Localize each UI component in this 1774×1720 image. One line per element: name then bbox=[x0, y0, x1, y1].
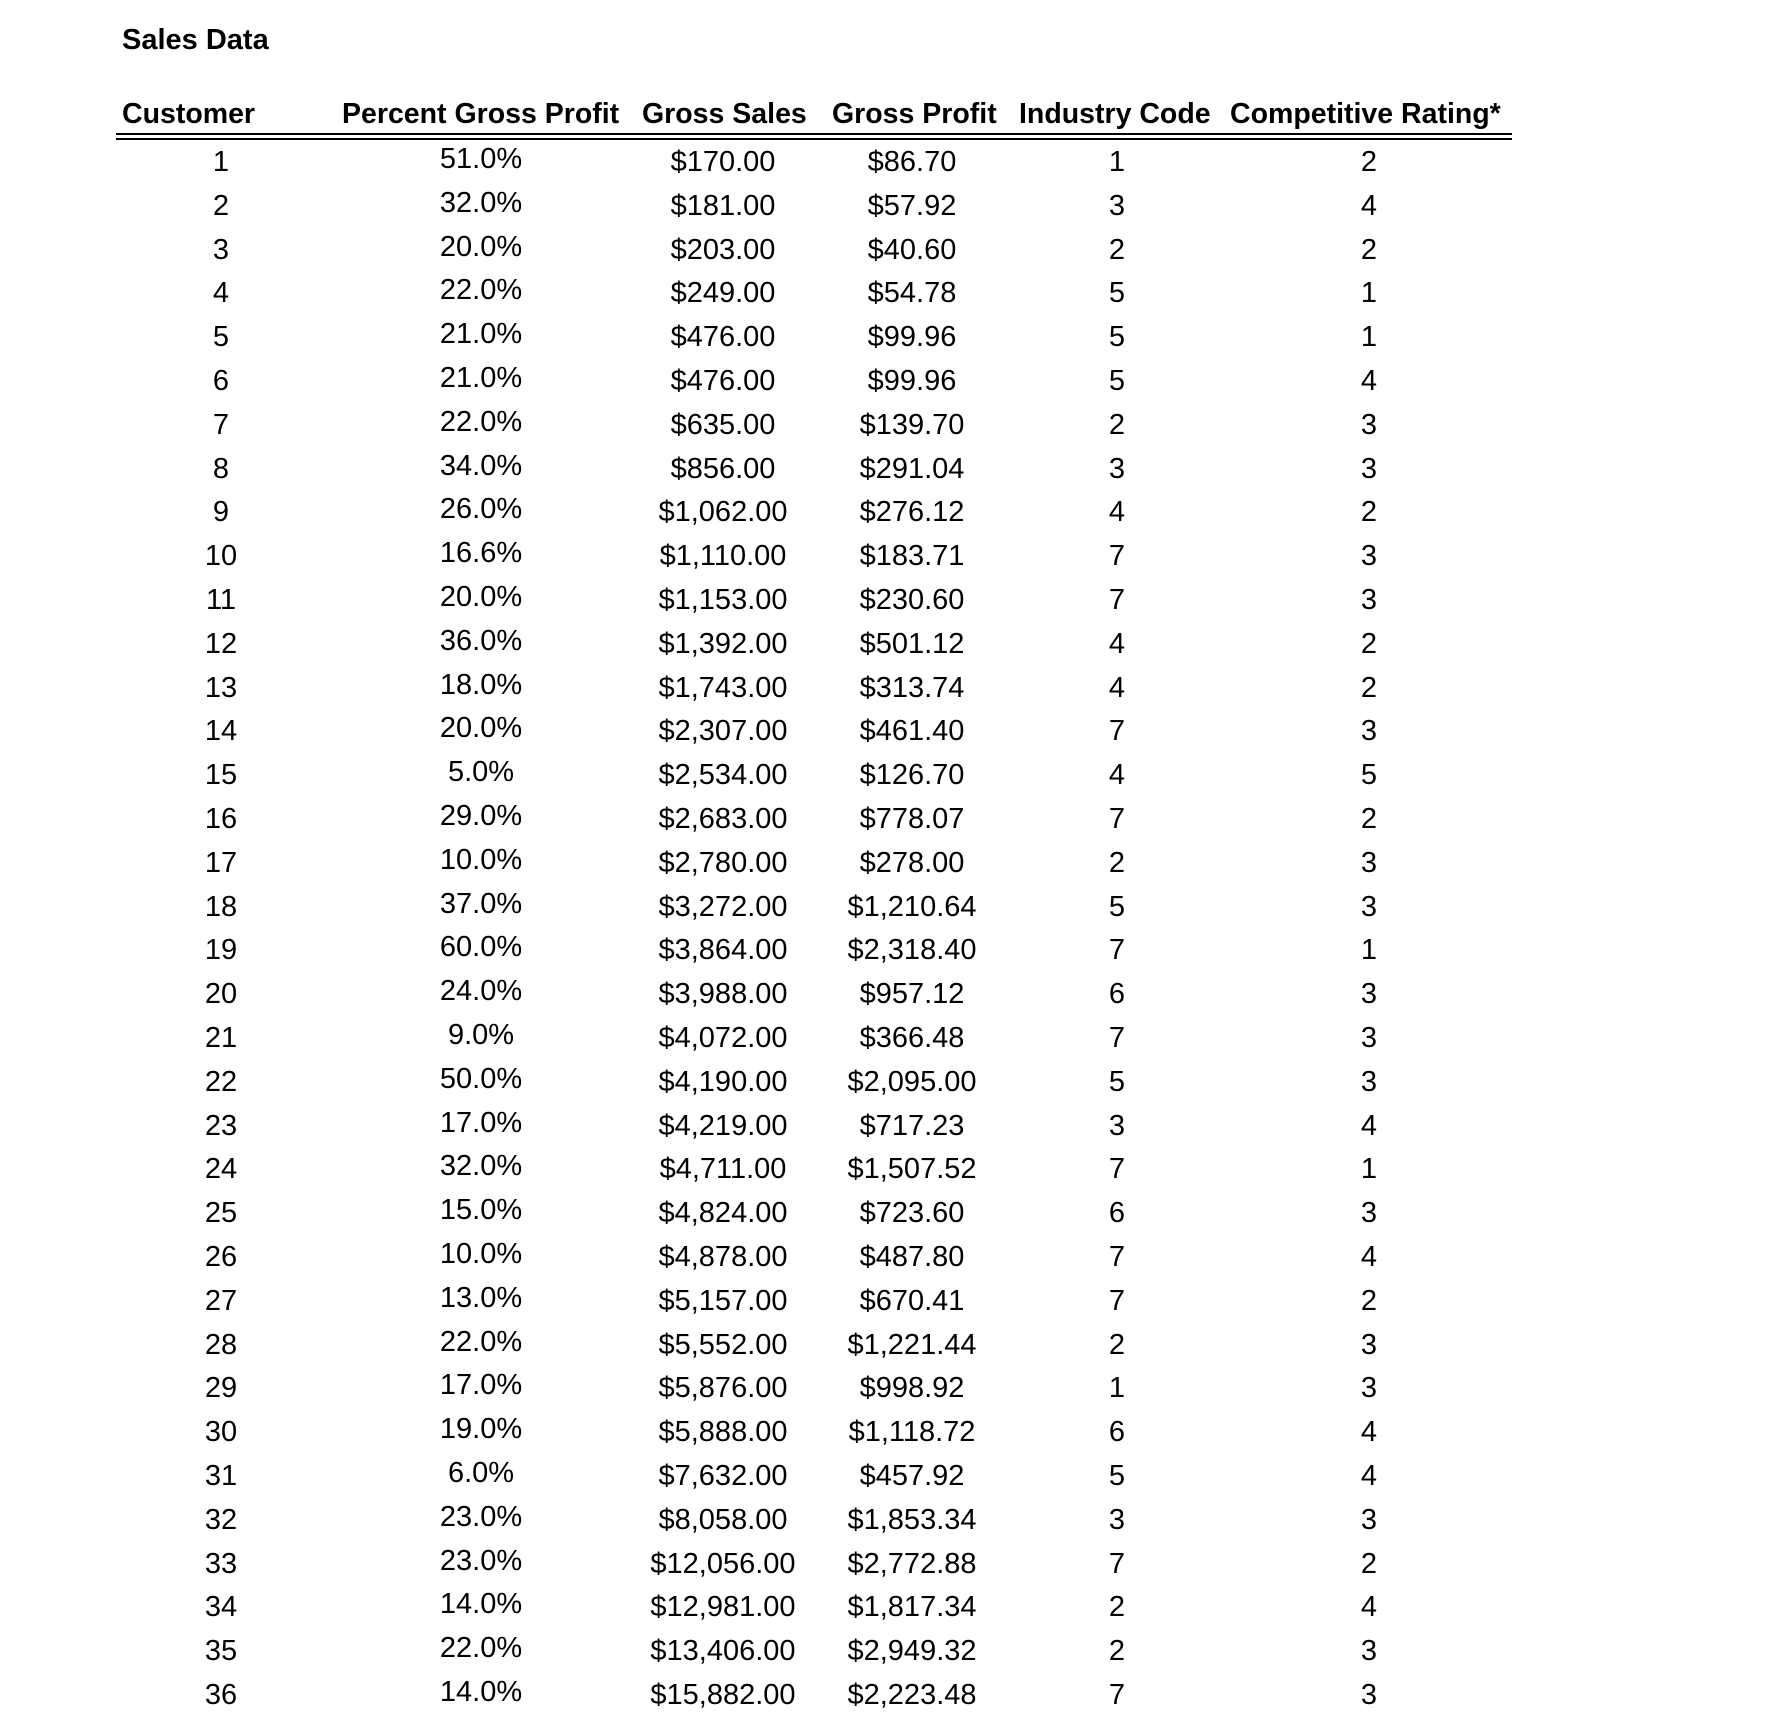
industry-code-cell: 7 bbox=[1108, 583, 1126, 616]
customer-cell: 29 bbox=[204, 1372, 238, 1405]
customer-cell: 6 bbox=[212, 364, 230, 397]
gross-profit-cell: $278.00 bbox=[859, 846, 965, 879]
table-row bbox=[0, 1063, 1774, 1107]
industry-code-cell: 7 bbox=[1108, 715, 1126, 748]
customer-cell: 34 bbox=[204, 1591, 238, 1624]
gross-profit-cell: $86.70 bbox=[867, 146, 957, 178]
competitive-rating-cell: 3 bbox=[1360, 890, 1378, 923]
percent-profit-cell: 20.0% bbox=[439, 580, 523, 613]
competitive-rating-cell: 3 bbox=[1360, 846, 1378, 879]
sales-table-body bbox=[0, 143, 1774, 1720]
header-customer: Customer bbox=[122, 98, 256, 130]
percent-profit-cell: 10.0% bbox=[439, 1237, 523, 1270]
table-row bbox=[0, 844, 1774, 888]
gross-sales-cell: $181.00 bbox=[670, 189, 776, 222]
customer-cell: 5 bbox=[212, 321, 230, 354]
customer-cell: 8 bbox=[212, 452, 230, 485]
table-row bbox=[0, 1326, 1774, 1370]
table-row bbox=[0, 1676, 1774, 1720]
competitive-rating-cell: 2 bbox=[1360, 802, 1378, 835]
gross-profit-cell: $2,949.32 bbox=[847, 1635, 977, 1668]
competitive-rating-cell: 3 bbox=[1360, 1197, 1378, 1230]
table-row bbox=[0, 625, 1774, 669]
gross-profit-cell: $717.23 bbox=[859, 1109, 965, 1142]
percent-profit-cell: 16.6% bbox=[439, 537, 523, 570]
competitive-rating-cell: 2 bbox=[1360, 1284, 1378, 1317]
competitive-rating-cell: 2 bbox=[1360, 671, 1378, 704]
customer-cell: 1 bbox=[212, 146, 230, 178]
gross-profit-cell: $57.92 bbox=[867, 189, 957, 222]
competitive-rating-cell: 5 bbox=[1360, 759, 1378, 792]
header-gross-profit: Gross Profit bbox=[832, 98, 997, 130]
industry-code-cell: 7 bbox=[1108, 540, 1126, 573]
table-row bbox=[0, 888, 1774, 932]
industry-code-cell: 4 bbox=[1108, 759, 1126, 792]
table-row bbox=[0, 143, 1774, 187]
percent-profit-cell: 32.0% bbox=[439, 186, 523, 219]
percent-profit-cell: 34.0% bbox=[439, 449, 523, 482]
header-divider-top bbox=[116, 133, 1512, 135]
competitive-rating-cell: 3 bbox=[1360, 1065, 1378, 1098]
table-row bbox=[0, 800, 1774, 844]
customer-cell: 15 bbox=[204, 759, 238, 792]
competitive-rating-cell: 2 bbox=[1360, 496, 1378, 529]
customer-cell: 24 bbox=[204, 1153, 238, 1186]
gross-sales-cell: $2,683.00 bbox=[658, 802, 788, 835]
table-row bbox=[0, 756, 1774, 800]
customer-cell: 10 bbox=[204, 540, 238, 573]
gross-profit-cell: $1,221.44 bbox=[847, 1328, 977, 1361]
table-row bbox=[0, 712, 1774, 756]
customer-cell: 33 bbox=[204, 1547, 238, 1580]
industry-code-cell: 2 bbox=[1108, 408, 1126, 441]
competitive-rating-cell: 3 bbox=[1360, 540, 1378, 573]
gross-profit-cell: $1,210.64 bbox=[847, 890, 977, 923]
industry-code-cell: 4 bbox=[1108, 671, 1126, 704]
gross-profit-cell: $501.12 bbox=[859, 627, 965, 660]
percent-profit-cell: 20.0% bbox=[439, 712, 523, 745]
gross-sales-cell: $170.00 bbox=[670, 146, 776, 178]
table-row bbox=[0, 1107, 1774, 1151]
competitive-rating-cell: 4 bbox=[1360, 1591, 1378, 1624]
percent-profit-cell: 5.0% bbox=[447, 756, 515, 789]
gross-profit-cell: $40.60 bbox=[867, 233, 957, 266]
percent-profit-cell: 26.0% bbox=[439, 493, 523, 526]
percent-profit-cell: 22.0% bbox=[439, 274, 523, 307]
gross-profit-cell: $457.92 bbox=[859, 1459, 965, 1492]
industry-code-cell: 7 bbox=[1108, 934, 1126, 967]
table-row bbox=[0, 450, 1774, 494]
table-row bbox=[0, 231, 1774, 275]
gross-sales-cell: $7,632.00 bbox=[658, 1459, 788, 1492]
gross-sales-cell: $249.00 bbox=[670, 277, 776, 310]
gross-profit-cell: $1,118.72 bbox=[848, 1416, 976, 1449]
table-row bbox=[0, 362, 1774, 406]
gross-sales-cell: $2,307.00 bbox=[658, 715, 788, 748]
competitive-rating-cell: 3 bbox=[1360, 1678, 1378, 1711]
customer-cell: 28 bbox=[204, 1328, 238, 1361]
customer-cell: 23 bbox=[204, 1109, 238, 1142]
competitive-rating-cell: 3 bbox=[1360, 715, 1378, 748]
table-row bbox=[0, 581, 1774, 625]
customer-cell: 4 bbox=[212, 277, 230, 310]
header-gross-sales: Gross Sales bbox=[642, 98, 807, 130]
gross-sales-cell: $1,743.00 bbox=[658, 671, 788, 704]
customer-cell: 22 bbox=[204, 1065, 238, 1098]
competitive-rating-cell: 4 bbox=[1360, 1109, 1378, 1142]
gross-sales-cell: $1,110.00 bbox=[659, 540, 787, 573]
table-row bbox=[0, 669, 1774, 713]
gross-profit-cell: $183.71 bbox=[859, 540, 965, 573]
customer-cell: 2 bbox=[212, 189, 230, 222]
customer-cell: 21 bbox=[204, 1021, 238, 1054]
percent-profit-cell: 32.0% bbox=[439, 1150, 523, 1183]
customer-cell: 27 bbox=[204, 1284, 238, 1317]
percent-profit-cell: 23.0% bbox=[439, 1544, 523, 1577]
competitive-rating-cell: 1 bbox=[1360, 1153, 1378, 1186]
industry-code-cell: 5 bbox=[1108, 1459, 1126, 1492]
gross-sales-cell: $4,190.00 bbox=[658, 1065, 788, 1098]
customer-cell: 16 bbox=[204, 802, 238, 835]
gross-sales-cell: $4,072.00 bbox=[658, 1021, 788, 1054]
customer-cell: 18 bbox=[204, 890, 238, 923]
percent-profit-cell: 37.0% bbox=[439, 887, 523, 920]
industry-code-cell: 7 bbox=[1108, 1021, 1126, 1054]
percent-profit-cell: 18.0% bbox=[439, 668, 523, 701]
gross-sales-cell: $5,157.00 bbox=[658, 1284, 788, 1317]
competitive-rating-cell: 1 bbox=[1360, 321, 1378, 354]
table-row bbox=[0, 1413, 1774, 1457]
competitive-rating-cell: 2 bbox=[1360, 627, 1378, 660]
table-row bbox=[0, 318, 1774, 362]
table-row bbox=[0, 493, 1774, 537]
percent-profit-cell: 29.0% bbox=[439, 799, 523, 832]
industry-code-cell: 5 bbox=[1108, 321, 1126, 354]
table-row bbox=[0, 1238, 1774, 1282]
percent-profit-cell: 17.0% bbox=[439, 1369, 523, 1402]
gross-profit-cell: $99.96 bbox=[867, 321, 957, 354]
customer-cell: 26 bbox=[204, 1240, 238, 1273]
industry-code-cell: 4 bbox=[1108, 627, 1126, 660]
gross-sales-cell: $1,392.00 bbox=[658, 627, 788, 660]
gross-profit-cell: $54.78 bbox=[867, 277, 957, 310]
gross-sales-cell: $203.00 bbox=[670, 233, 776, 266]
competitive-rating-cell: 1 bbox=[1360, 277, 1378, 310]
competitive-rating-cell: 3 bbox=[1360, 1503, 1378, 1536]
gross-profit-cell: $366.48 bbox=[859, 1021, 965, 1054]
industry-code-cell: 3 bbox=[1108, 452, 1126, 485]
competitive-rating-cell: 3 bbox=[1360, 1021, 1378, 1054]
industry-code-cell: 7 bbox=[1108, 1678, 1126, 1711]
gross-profit-cell: $2,095.00 bbox=[847, 1065, 977, 1098]
percent-profit-cell: 17.0% bbox=[439, 1106, 523, 1139]
industry-code-cell: 7 bbox=[1108, 1547, 1126, 1580]
customer-cell: 9 bbox=[212, 496, 230, 529]
industry-code-cell: 3 bbox=[1108, 189, 1126, 222]
header-percent-gross-profit: Percent Gross Profit bbox=[342, 98, 620, 130]
gross-profit-cell: $313.74 bbox=[859, 671, 965, 704]
customer-cell: 7 bbox=[212, 408, 230, 441]
customer-cell: 3 bbox=[212, 233, 230, 266]
table-row bbox=[0, 1369, 1774, 1413]
customer-cell: 35 bbox=[204, 1635, 238, 1668]
percent-profit-cell: 9.0% bbox=[447, 1018, 515, 1051]
competitive-rating-cell: 4 bbox=[1360, 1459, 1378, 1492]
gross-profit-cell: $139.70 bbox=[859, 408, 965, 441]
customer-cell: 17 bbox=[204, 846, 238, 879]
customer-cell: 12 bbox=[204, 627, 238, 660]
gross-profit-cell: $487.80 bbox=[859, 1240, 965, 1273]
gross-profit-cell: $998.92 bbox=[859, 1372, 965, 1405]
gross-sales-cell: $2,780.00 bbox=[658, 846, 788, 879]
header-competitive-rating: Competitive Rating* bbox=[1230, 98, 1501, 130]
gross-sales-cell: $476.00 bbox=[670, 321, 776, 354]
percent-profit-cell: 20.0% bbox=[439, 230, 523, 263]
industry-code-cell: 5 bbox=[1108, 277, 1126, 310]
customer-cell: 19 bbox=[204, 934, 238, 967]
competitive-rating-cell: 3 bbox=[1360, 583, 1378, 616]
competitive-rating-cell: 3 bbox=[1360, 978, 1378, 1011]
competitive-rating-cell: 4 bbox=[1360, 364, 1378, 397]
gross-profit-cell: $2,318.40 bbox=[847, 934, 977, 967]
customer-cell: 14 bbox=[204, 715, 238, 748]
percent-profit-cell: 13.0% bbox=[439, 1281, 523, 1314]
gross-sales-cell: $13,406.00 bbox=[650, 1635, 796, 1668]
gross-profit-cell: $2,223.48 bbox=[847, 1678, 977, 1711]
table-row bbox=[0, 1545, 1774, 1589]
percent-profit-cell: 10.0% bbox=[439, 843, 523, 876]
competitive-rating-cell: 3 bbox=[1360, 1372, 1378, 1405]
customer-cell: 20 bbox=[204, 978, 238, 1011]
gross-sales-cell: $4,711.00 bbox=[659, 1153, 787, 1186]
gross-profit-cell: $276.12 bbox=[859, 496, 965, 529]
gross-sales-cell: $3,864.00 bbox=[658, 934, 788, 967]
competitive-rating-cell: 3 bbox=[1360, 452, 1378, 485]
percent-profit-cell: 14.0% bbox=[439, 1675, 523, 1708]
gross-profit-cell: $461.40 bbox=[859, 715, 965, 748]
gross-profit-cell: $723.60 bbox=[859, 1197, 965, 1230]
industry-code-cell: 5 bbox=[1108, 890, 1126, 923]
percent-profit-cell: 60.0% bbox=[439, 931, 523, 964]
competitive-rating-cell: 3 bbox=[1360, 1328, 1378, 1361]
industry-code-cell: 3 bbox=[1108, 1109, 1126, 1142]
gross-profit-cell: $778.07 bbox=[859, 802, 965, 835]
table-row bbox=[0, 1588, 1774, 1632]
customer-cell: 25 bbox=[204, 1197, 238, 1230]
industry-code-cell: 6 bbox=[1108, 1197, 1126, 1230]
percent-profit-cell: 19.0% bbox=[439, 1413, 523, 1446]
industry-code-cell: 1 bbox=[1108, 1372, 1126, 1405]
percent-profit-cell: 15.0% bbox=[439, 1194, 523, 1227]
table-row bbox=[0, 931, 1774, 975]
sheet-title: Sales Data bbox=[122, 24, 269, 56]
table-row bbox=[0, 1282, 1774, 1326]
gross-sales-cell: $1,153.00 bbox=[658, 583, 788, 616]
table-row bbox=[0, 975, 1774, 1019]
table-row bbox=[0, 1194, 1774, 1238]
competitive-rating-cell: 4 bbox=[1360, 189, 1378, 222]
percent-profit-cell: 6.0% bbox=[447, 1456, 515, 1489]
customer-cell: 32 bbox=[204, 1503, 238, 1536]
table-row bbox=[0, 1150, 1774, 1194]
competitive-rating-cell: 3 bbox=[1360, 1635, 1378, 1668]
gross-sales-cell: $856.00 bbox=[670, 452, 776, 485]
industry-code-cell: 6 bbox=[1108, 978, 1126, 1011]
percent-profit-cell: 22.0% bbox=[439, 1632, 523, 1665]
gross-profit-cell: $291.04 bbox=[859, 452, 965, 485]
industry-code-cell: 1 bbox=[1108, 146, 1126, 178]
percent-profit-cell: 50.0% bbox=[439, 1062, 523, 1095]
industry-code-cell: 7 bbox=[1108, 802, 1126, 835]
industry-code-cell: 7 bbox=[1108, 1240, 1126, 1273]
gross-sales-cell: $5,552.00 bbox=[658, 1328, 788, 1361]
industry-code-cell: 7 bbox=[1108, 1153, 1126, 1186]
competitive-rating-cell: 4 bbox=[1360, 1240, 1378, 1273]
gross-profit-cell: $126.70 bbox=[859, 759, 965, 792]
industry-code-cell: 4 bbox=[1108, 496, 1126, 529]
gross-profit-cell: $2,772.88 bbox=[847, 1547, 977, 1580]
table-row bbox=[0, 274, 1774, 318]
gross-profit-cell: $1,817.34 bbox=[847, 1591, 977, 1624]
gross-profit-cell: $957.12 bbox=[859, 978, 965, 1011]
gross-profit-cell: $99.96 bbox=[867, 364, 957, 397]
gross-sales-cell: $3,272.00 bbox=[658, 890, 788, 923]
gross-sales-cell: $8,058.00 bbox=[658, 1503, 788, 1536]
gross-profit-cell: $1,507.52 bbox=[847, 1153, 977, 1186]
table-row bbox=[0, 1501, 1774, 1545]
industry-code-cell: 2 bbox=[1108, 1328, 1126, 1361]
gross-profit-cell: $670.41 bbox=[859, 1284, 965, 1317]
gross-sales-cell: $12,981.00 bbox=[650, 1591, 796, 1624]
industry-code-cell: 2 bbox=[1108, 233, 1126, 266]
gross-sales-cell: $4,824.00 bbox=[658, 1197, 788, 1230]
industry-code-cell: 6 bbox=[1108, 1416, 1126, 1449]
industry-code-cell: 3 bbox=[1108, 1503, 1126, 1536]
gross-sales-cell: $2,534.00 bbox=[658, 759, 788, 792]
industry-code-cell: 5 bbox=[1108, 1065, 1126, 1098]
customer-cell: 36 bbox=[204, 1678, 238, 1711]
percent-profit-cell: 22.0% bbox=[439, 1325, 523, 1358]
industry-code-cell: 7 bbox=[1108, 1284, 1126, 1317]
percent-profit-cell: 21.0% bbox=[439, 361, 523, 394]
competitive-rating-cell: 2 bbox=[1360, 233, 1378, 266]
customer-cell: 11 bbox=[205, 583, 237, 616]
header-divider-bottom bbox=[116, 138, 1512, 140]
header-industry-code: Industry Code bbox=[1019, 98, 1211, 130]
gross-sales-cell: $476.00 bbox=[670, 364, 776, 397]
table-row bbox=[0, 1632, 1774, 1676]
percent-profit-cell: 22.0% bbox=[439, 405, 523, 438]
gross-sales-cell: $5,876.00 bbox=[658, 1372, 788, 1405]
gross-profit-cell: $230.60 bbox=[859, 583, 965, 616]
competitive-rating-cell: 3 bbox=[1360, 408, 1378, 441]
customer-cell: 30 bbox=[204, 1416, 238, 1449]
percent-profit-cell: 14.0% bbox=[439, 1588, 523, 1621]
customer-cell: 31 bbox=[204, 1459, 238, 1492]
gross-sales-cell: $15,882.00 bbox=[650, 1678, 796, 1711]
percent-profit-cell: 24.0% bbox=[439, 975, 523, 1008]
customer-cell: 13 bbox=[204, 671, 238, 704]
percent-profit-cell: 23.0% bbox=[439, 1500, 523, 1533]
industry-code-cell: 5 bbox=[1108, 364, 1126, 397]
percent-profit-cell: 36.0% bbox=[439, 624, 523, 657]
gross-profit-cell: $1,853.34 bbox=[847, 1503, 977, 1536]
table-row bbox=[0, 1457, 1774, 1501]
gross-sales-cell: $4,878.00 bbox=[658, 1240, 788, 1273]
table-row bbox=[0, 187, 1774, 231]
percent-profit-cell: 51.0% bbox=[439, 143, 523, 175]
industry-code-cell: 2 bbox=[1108, 846, 1126, 879]
gross-sales-cell: $4,219.00 bbox=[658, 1109, 788, 1142]
competitive-rating-cell: 1 bbox=[1360, 934, 1378, 967]
percent-profit-cell: 21.0% bbox=[439, 318, 523, 351]
industry-code-cell: 2 bbox=[1108, 1635, 1126, 1668]
gross-sales-cell: $3,988.00 bbox=[658, 978, 788, 1011]
gross-sales-cell: $1,062.00 bbox=[658, 496, 788, 529]
industry-code-cell: 2 bbox=[1108, 1591, 1126, 1624]
table-row bbox=[0, 537, 1774, 581]
table-row bbox=[0, 1019, 1774, 1063]
gross-sales-cell: $5,888.00 bbox=[658, 1416, 788, 1449]
table-row bbox=[0, 406, 1774, 450]
gross-sales-cell: $12,056.00 bbox=[650, 1547, 796, 1580]
gross-sales-cell: $635.00 bbox=[670, 408, 776, 441]
competitive-rating-cell: 2 bbox=[1360, 146, 1378, 178]
competitive-rating-cell: 2 bbox=[1360, 1547, 1378, 1580]
competitive-rating-cell: 4 bbox=[1360, 1416, 1378, 1449]
